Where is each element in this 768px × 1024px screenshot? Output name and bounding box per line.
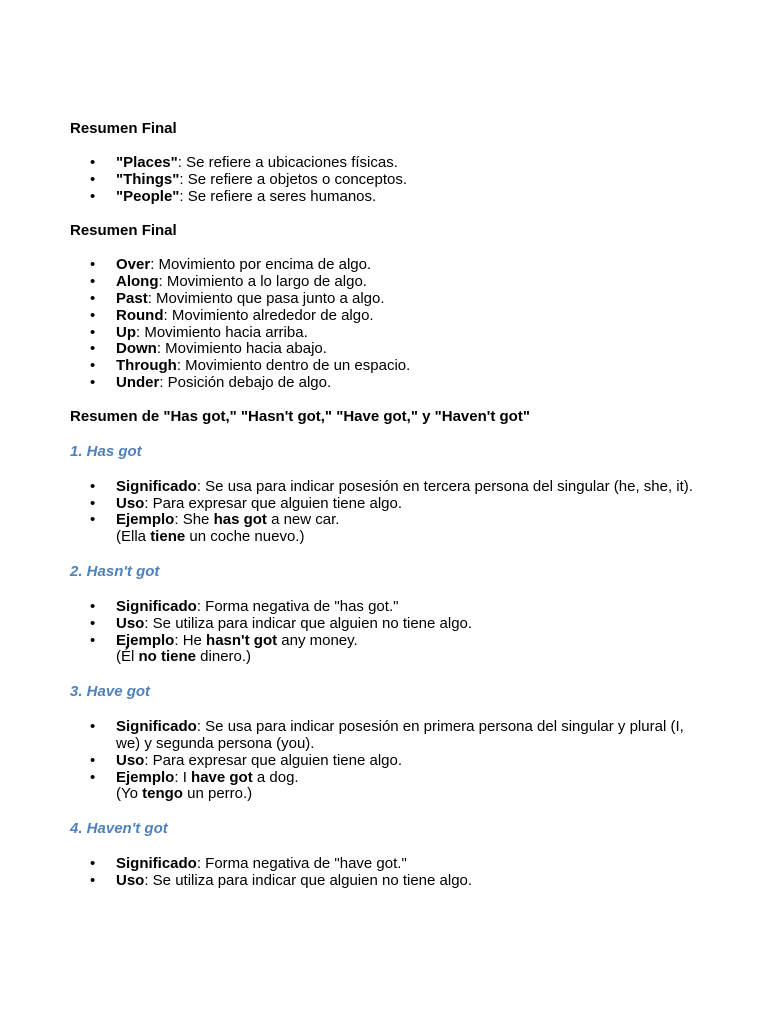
text: : Forma negativa de "have got."	[196, 855, 407, 873]
section-list	[70, 719, 710, 803]
definition: : Movimiento alrededor de algo.	[163, 306, 374, 324]
list-item	[70, 616, 710, 633]
list-item	[70, 856, 710, 873]
summary2-title: Resumen Final	[70, 222, 177, 240]
text: dinero.)	[196, 648, 252, 666]
section-list	[70, 479, 710, 546]
section-title: 4. Haven't got	[70, 820, 168, 838]
text: (Yo	[116, 785, 143, 803]
text: (Él	[116, 648, 139, 666]
text: a new car.	[266, 511, 340, 529]
text: : Forma negativa de "has got."	[196, 597, 399, 615]
list-item	[70, 770, 710, 804]
list-item	[70, 496, 710, 513]
definition: : Movimiento a lo largo de algo.	[158, 273, 367, 291]
section-list	[70, 856, 710, 890]
text: : I	[174, 768, 192, 786]
definition: : Se refiere a objetos o conceptos.	[179, 170, 408, 188]
term: Under	[116, 373, 160, 391]
text: : She	[174, 511, 214, 529]
text: : Se utiliza para indicar que alguien no tiene algo.	[144, 871, 473, 889]
label: Ejemplo	[116, 768, 175, 786]
text: : Se usa para indicar posesión en primera persona del singular y plural (I, we) y segunda persona (you).	[116, 718, 684, 752]
definition: : Movimiento que pasa junto a algo.	[147, 289, 385, 307]
definition: : Movimiento por encima de algo.	[150, 256, 372, 274]
section-title: 3. Have got	[70, 683, 151, 701]
text-bold: hasn't got	[206, 631, 278, 649]
definition: : Movimiento hacia abajo.	[156, 340, 327, 358]
label: Uso	[116, 871, 145, 889]
term: Up	[116, 323, 136, 341]
text: : Se usa para indicar posesión en tercera persona del singular (he, she, it).	[196, 477, 693, 495]
term: "Things"	[116, 170, 180, 188]
document-page	[70, 120, 710, 890]
label: Significado	[116, 477, 197, 495]
list-item	[70, 308, 710, 325]
list-item	[70, 599, 710, 616]
term: Through	[116, 357, 177, 375]
label: Significado	[116, 718, 197, 736]
list-item	[70, 257, 710, 274]
translation	[116, 529, 710, 546]
text: any money.	[277, 631, 358, 649]
label: Uso	[116, 751, 145, 769]
list-item	[70, 155, 710, 172]
label: Uso	[116, 494, 145, 512]
section-list	[70, 599, 710, 666]
text: : Para expresar que alguien tiene algo.	[144, 751, 403, 769]
list-item	[70, 291, 710, 308]
text-bold: tengo	[142, 785, 183, 803]
list-item	[70, 189, 710, 206]
summary3-title: Resumen de "Has got," "Hasn't got," "Have got," y "Haven't got"	[70, 407, 530, 425]
list-item	[70, 873, 710, 890]
summary2-list	[70, 257, 710, 391]
term: Down	[116, 340, 157, 358]
text: : Se utiliza para indicar que alguien no tiene algo.	[144, 614, 473, 632]
text: un coche nuevo.)	[185, 528, 305, 546]
term: Round	[116, 306, 164, 324]
term: Past	[116, 289, 148, 307]
translation	[116, 649, 710, 666]
text: : He	[174, 631, 207, 649]
list-item	[70, 375, 710, 392]
list-item	[70, 512, 710, 546]
label: Significado	[116, 855, 197, 873]
term: Over	[116, 256, 151, 274]
definition: : Se refiere a ubicaciones físicas.	[177, 154, 398, 171]
definition: : Posición debajo de algo.	[159, 373, 332, 391]
list-item	[70, 274, 710, 291]
list-item	[70, 479, 710, 496]
definition: : Movimiento hacia arriba.	[136, 323, 308, 341]
text: (Ella	[116, 528, 151, 546]
translation	[116, 786, 710, 803]
section-title: 2. Hasn't got	[70, 562, 160, 580]
label: Uso	[116, 614, 145, 632]
list-item	[70, 719, 710, 753]
definition: : Se refiere a seres humanos.	[179, 187, 377, 205]
list-item	[70, 172, 710, 189]
section-title: 1. Has got	[70, 442, 142, 460]
definition: : Movimiento dentro de un espacio.	[176, 357, 411, 375]
text: a dog.	[252, 768, 299, 786]
list-item	[70, 341, 710, 358]
summary1-title: Resumen Final	[70, 120, 177, 137]
text-bold: no tiene	[138, 648, 197, 666]
text-bold: have got	[191, 768, 253, 786]
text-bold: has got	[213, 511, 267, 529]
label: Ejemplo	[116, 511, 175, 529]
label: Ejemplo	[116, 631, 175, 649]
term: Along	[116, 273, 159, 291]
list-item	[70, 325, 710, 342]
list-item	[70, 753, 710, 770]
text: : Para expresar que alguien tiene algo.	[144, 494, 403, 512]
list-item	[70, 633, 710, 667]
label: Significado	[116, 597, 197, 615]
summary1-list	[70, 155, 710, 205]
list-item	[70, 358, 710, 375]
text: un perro.)	[182, 785, 253, 803]
term: "Places"	[116, 154, 178, 171]
text-bold: tiene	[150, 528, 186, 546]
term: "People"	[116, 187, 180, 205]
